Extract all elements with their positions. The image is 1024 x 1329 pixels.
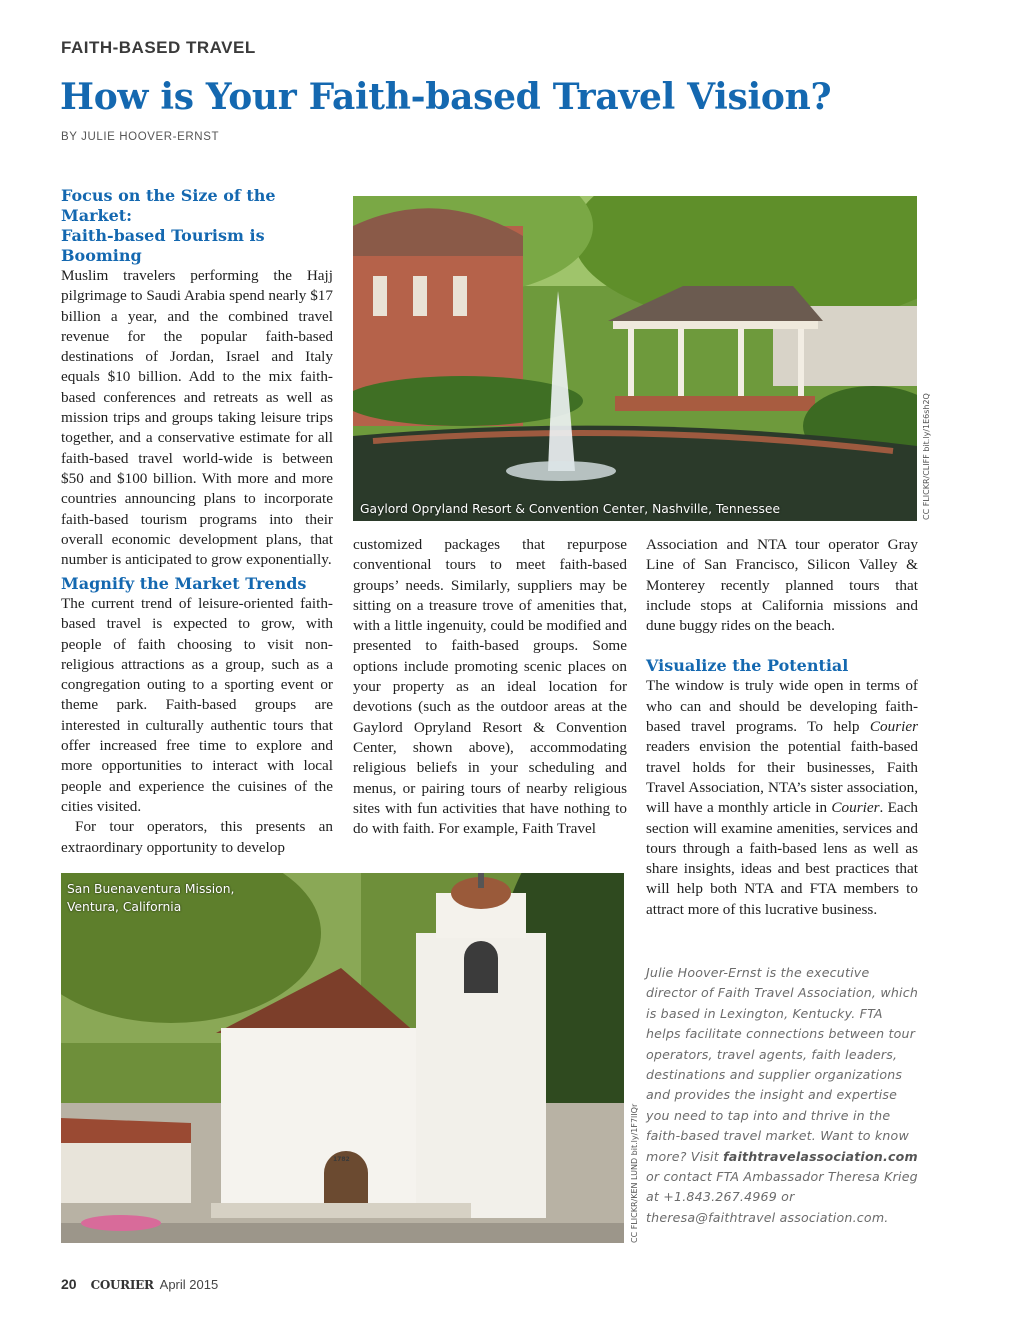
- publication-name: Courier: [869, 718, 918, 736]
- subheading-line: Focus on the Size of the Market:: [61, 186, 276, 225]
- subheading-market-size: [61, 186, 333, 266]
- page-number: 20: [61, 1276, 77, 1292]
- photo-caption: Gaylord Opryland Resort & Convention Center, Nashville, Tennessee: [360, 502, 781, 516]
- mission-date-plaque: 1782: [333, 1156, 350, 1163]
- subheading-visualize: Visualize the Potential: [646, 656, 849, 676]
- article-column-2: [353, 535, 627, 839]
- photo-gaylord-opryland: [353, 196, 917, 521]
- paragraph: Association and NTA tour operator Gray Line of San Francisco, Silicon Valley & Monterey recently planned tours that include stops at California missions and dune buggy rides on the beach.: [646, 536, 918, 635]
- caption-line: Ventura, California: [67, 900, 182, 914]
- subheading-market-trends: Magnify the Market Trends: [61, 574, 307, 593]
- paragraph: For tour operators, this presents an extraordinary opportunity to develop: [61, 818, 333, 856]
- caption-line: San Buenaventura Mission,: [67, 882, 235, 896]
- bio-text: or contact FTA Ambassador Theresa Krieg at +1.843.267.4969 or theresa@faithtravel association.com.: [646, 1169, 918, 1225]
- photo-caption: [67, 880, 234, 916]
- photo-credit: CC FLICKR/KEN LUND bit.ly/1F7lIQr: [630, 1103, 639, 1243]
- paragraph: customized packages that repurpose conventional tours to meet faith-based groups’ needs. Similarly, suppliers may be sitting on a treasure trove of amenities that, with a little ingenuity, could be modified and presented to faith-based groups. Some options include promoting scenic places on your property as an ideal location for devotions (such as the outdoor areas at the Gaylord Opryland Resort & Convention Center, shown above), accommodating religious beliefs in your scheduling and menus, or pairing tours of nearby religious sites with fun activities that have nothing to do with faith. For example, Faith Travel: [353, 536, 627, 838]
- fountain-gazebo-illustration: [353, 196, 917, 521]
- paragraph: [646, 676, 918, 920]
- bio-text: Julie Hoover-Ernst is the executive director of Faith Travel Association, which is based in Lexington, Kentucky. FTA helps facilitate connections between tour operators, travel agents, faith leaders, destinations and supplier organizations and provides the insight and expertise you need to tap into and thrive in the faith-based travel market. Want to know more? Visit: [646, 965, 919, 1164]
- article-column-3: [646, 535, 918, 920]
- author-bio: [646, 963, 918, 1228]
- text-run: The window is truly wide open in terms of who can and should be developing faith-based travel programs. To help: [646, 677, 918, 736]
- magazine-logo: COURIER: [90, 1278, 154, 1292]
- publication-name: Courier: [831, 799, 880, 817]
- website-link[interactable]: faithtravelassociation.com: [723, 1148, 918, 1164]
- page-footer: [61, 1276, 218, 1292]
- text-run: . Each section will examine amenities, services and tours through a faith-based lens as well as share insights, ideas and best practices that will help both NTA and FTA members to attract more of this lucrative business.: [646, 799, 918, 918]
- paragraph: The current trend of leisure-oriented faith-based travel is expected to grow, with people of faith choosing to visit non-religious attractions as a group, such as a congregation outing to a sporting event or theme park. Faith-based groups are interested in culturally authentic tours that offer increased free time to explore and more opportunities to interact with local people and experience the cuisines of the cities visited.: [61, 595, 333, 815]
- photo-san-buenaventura-mission: [61, 873, 624, 1243]
- article-column-1-lower: [61, 574, 333, 858]
- text-run: readers envision the potential faith-based travel holds for their businesses, Faith Travel Association, NTA’s sister association, will have a monthly article in: [646, 738, 918, 817]
- paragraph: Muslim travelers performing the Hajj pilgrimage to Saudi Arabia spend nearly $17 billion a year, and the combined travel revenue for the popular faith-based destinations of Jordan, Israel and Italy equals $10 billion. Add to the mix faith-based conferences and retreats as well as mission trips and groups taking leisure trips together, and a conservative estimate for all faith-based travel world-wide is between $50 and $100 billion. With more and more countries announcing plans to incorporate faith-based tourism programs into their overall economic development plans, that number is anticipated to grow exponentially.: [61, 267, 333, 569]
- byline: BY JULIE HOOVER-ERNST: [61, 131, 220, 143]
- subheading-line: Faith-based Tourism is Booming: [61, 226, 265, 265]
- mission-illustration: [61, 873, 624, 1243]
- issue-date: April 2015: [159, 1277, 219, 1292]
- section-label: FAITH-BASED TRAVEL: [61, 38, 256, 57]
- article-title: How is Your Faith-based Travel Vision?: [60, 76, 832, 118]
- article-column-1: [61, 186, 333, 570]
- photo-credit: CC FLICKR/CLIFF bit.ly/1E6sh2Q: [922, 393, 931, 520]
